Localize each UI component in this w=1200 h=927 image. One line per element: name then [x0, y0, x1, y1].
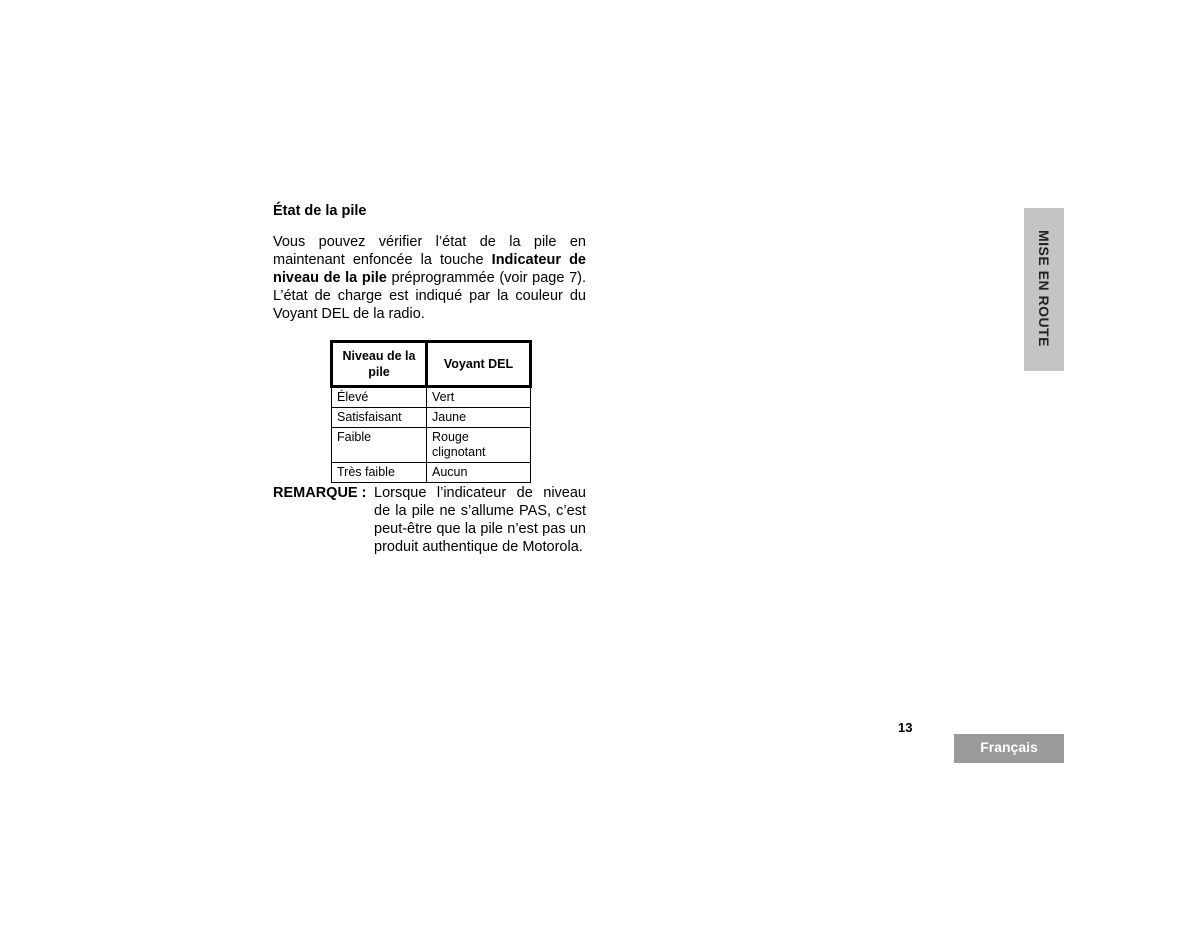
table-header-battery-level: Niveau de la pile: [332, 342, 427, 387]
note-label: REMARQUE :: [273, 485, 367, 501]
table-cell-level: Très faible: [332, 463, 427, 483]
battery-status-table: [330, 340, 532, 483]
table-cell-level: Satisfaisant: [332, 408, 427, 428]
battery-section: [273, 202, 586, 323]
table-cell-led: Aucun: [427, 463, 531, 483]
page-number: 13: [898, 720, 913, 735]
note-block: [273, 484, 586, 556]
chapter-side-tab-label: MISE EN ROUTE: [1036, 230, 1052, 347]
paragraph-text-end: préprogrammée (voir page 7). L’état de charge est indiqué par la couleur du Voyant DEL de la radio.: [273, 270, 586, 322]
section-title: État de la pile: [273, 203, 367, 219]
table-row: [332, 463, 531, 483]
chapter-side-tab: [1024, 208, 1064, 371]
table-row: [332, 387, 531, 408]
paragraph-bold-key-name: Indicateur de niveau de la pile: [273, 252, 586, 286]
table-cell-level: Élevé: [332, 387, 427, 408]
table-cell-led: Jaune: [427, 408, 531, 428]
table-header-led: Voyant DEL: [427, 342, 531, 387]
table-header-row: [332, 342, 531, 387]
note-text: Lorsque l’indicateur de niveau de la pile ne s’allume PAS, c’est peut-être que la pile n’est pas un produit authentique de Motorola.: [374, 485, 586, 555]
table-cell-level: Faible: [332, 428, 427, 463]
table-cell-led: Rouge clignotant: [427, 428, 531, 463]
table-row: [332, 428, 531, 463]
table-row: [332, 408, 531, 428]
language-tab: Français: [954, 734, 1064, 763]
paragraph-text-start: Vous pouvez vérifier l’état de la pile en maintenant enfoncée la touche: [273, 234, 586, 268]
section-paragraph: [273, 233, 586, 323]
table-cell-led: Vert: [427, 387, 531, 408]
